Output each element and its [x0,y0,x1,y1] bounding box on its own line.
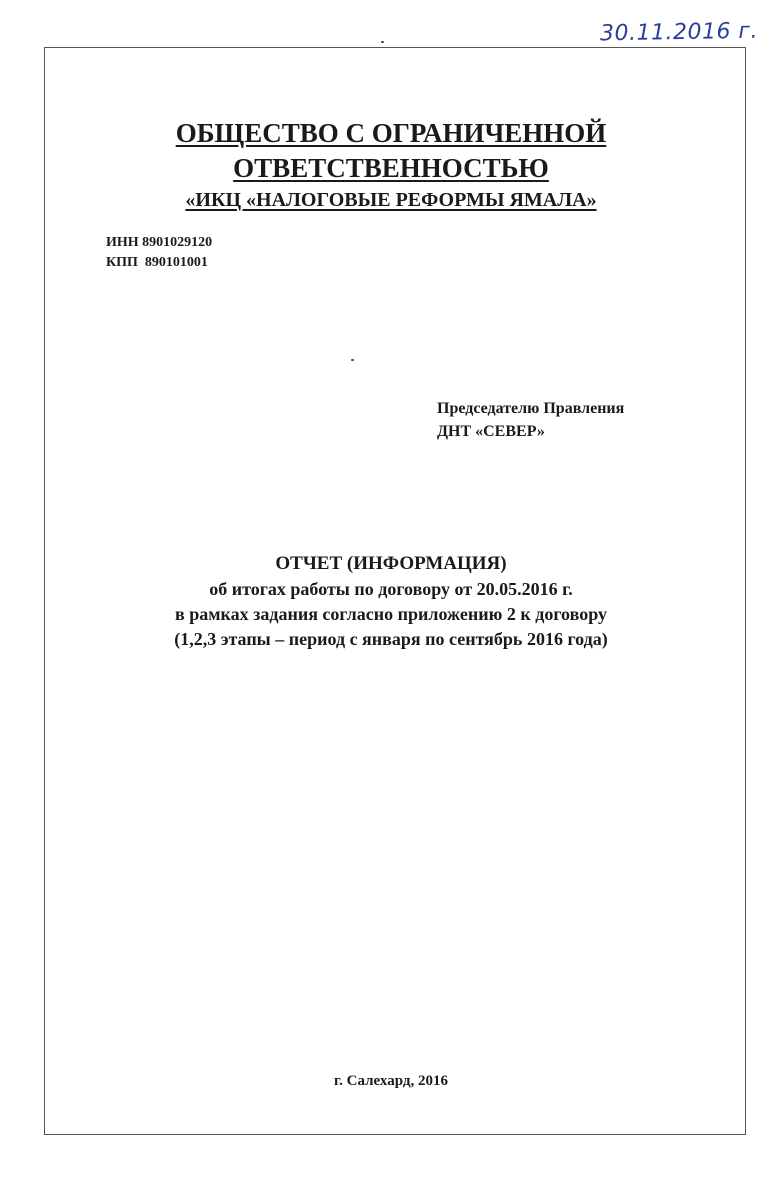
report-subtitle-line-3: (1,2,3 этапы – период с января по сентябрь 2016 года) [174,629,608,649]
addressee-line-1: Председателю Правления [437,400,625,417]
footer-city-year: г. Салехард, 2016 [334,1073,448,1089]
report-title: ОТЧЕТ (ИНФОРМАЦИЯ) [275,553,507,574]
report-subtitle-line-2: в рамках задания согласно приложению 2 к договору [175,604,607,624]
org-type-line-1: ОБЩЕСТВО С ОГРАНИЧЕННОЙ [175,118,607,148]
handwritten-date-annotation: 30.11.2016 г. [599,18,759,47]
org-name-text: «ИКЦ «НАЛОГОВЫЕ РЕФОРМЫ ЯМАЛА» [185,189,597,211]
kpp-line: КПП 890101001 [106,255,208,270]
organization-name [0,187,782,213]
report-subtitle-line-1: об итогах работы по договору от 20.05.2016 г. [209,579,573,599]
organization-type-heading [0,116,782,186]
report-heading-block [0,551,782,652]
scan-speck [381,41,384,43]
requisites-block [106,233,212,273]
addressee-line-2: ДНТ «СЕВЕР» [437,423,545,440]
inn-line: ИНН 8901029120 [106,235,213,250]
addressee-block [437,397,624,443]
org-type-line-2: ОТВЕТСТВЕННОСТЬЮ [233,153,549,183]
scan-speck [351,359,354,361]
